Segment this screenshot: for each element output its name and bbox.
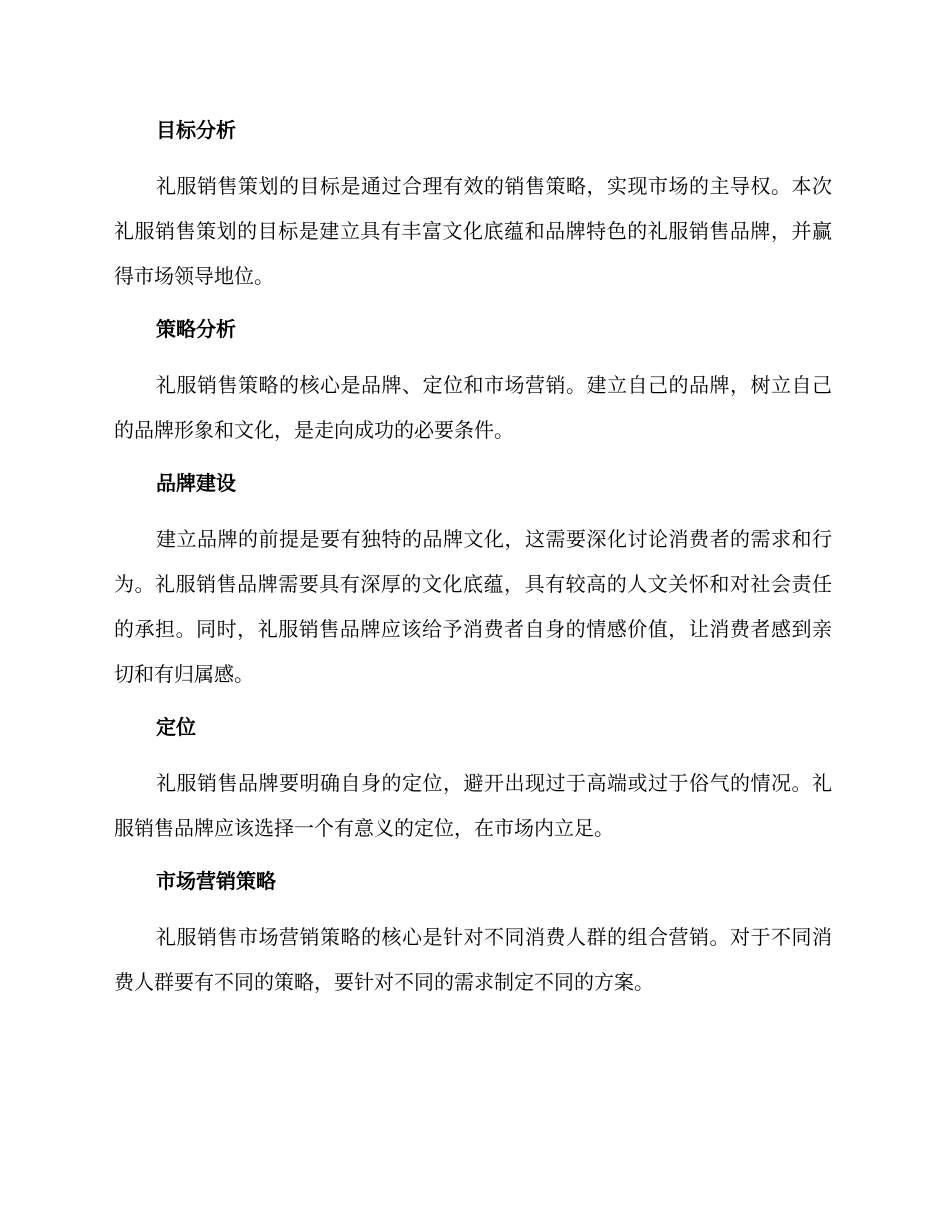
section-heading: 品牌建设 xyxy=(156,471,236,495)
section-heading: 定位 xyxy=(156,715,196,739)
section-paragraph: 礼服销售策划的目标是通过合理有效的销售策略，实现市场的主导权。本次礼服销售策划的目标是建立具有丰富文化底蕴和品牌特色的礼服销售品牌，并赢得市场领导地位。 xyxy=(114,174,832,288)
section-goal-analysis xyxy=(114,114,832,299)
section-heading: 策略分析 xyxy=(156,317,236,341)
section-positioning xyxy=(114,711,832,851)
section-brand-building xyxy=(114,467,832,697)
section-paragraph: 礼服销售策略的核心是品牌、定位和市场营销。建立自己的品牌，树立自己的品牌形象和文化，是走向成功的必要条件。 xyxy=(114,373,832,442)
section-paragraph: 建立品牌的前提是要有独特的品牌文化，这需要深化讨论消费者的需求和行为。礼服销售品牌需要具有深厚的文化底蕴，具有较高的人文关怀和对社会责任的承担。同时，礼服销售品牌应该给予消费者自身的情感价值，让消费者感到亲切和有归属感。 xyxy=(114,527,832,686)
section-marketing-strategy xyxy=(114,865,832,1005)
section-paragraph: 礼服销售市场营销策略的核心是针对不同消费人群的组合营销。对于不同消费人群要有不同的策略，要针对不同的需求制定不同的方案。 xyxy=(114,925,832,994)
section-heading: 市场营销策略 xyxy=(156,869,276,893)
section-strategy-analysis xyxy=(114,313,832,453)
section-paragraph: 礼服销售品牌要明确自身的定位，避开出现过于高端或过于俗气的情况。礼服销售品牌应该选择一个有意义的定位，在市场内立足。 xyxy=(114,771,832,840)
section-heading: 目标分析 xyxy=(156,118,236,142)
